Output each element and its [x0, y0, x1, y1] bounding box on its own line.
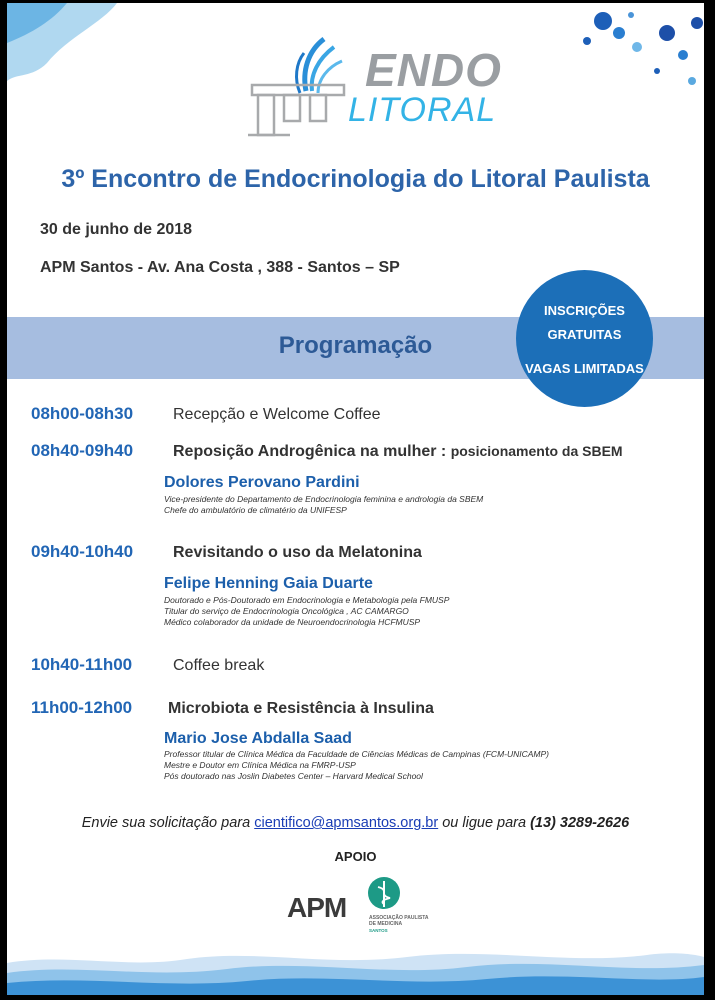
apm-name: [369, 915, 429, 927]
contact-line: [7, 815, 704, 831]
speaker-credentials: [164, 494, 483, 516]
schedule-title-suffix: posicionamento da SBEM: [450, 443, 623, 459]
credential-line: Doutorado e Pós-Doutorado em Endocrinologia e Metabologia pela FMUSP: [164, 595, 450, 605]
schedule-title: [173, 443, 623, 460]
schedule-time: 09h40-10h40: [31, 542, 134, 561]
schedule-item: [31, 698, 434, 718]
contact-middle: ou ligue para: [442, 815, 527, 831]
section-title: Programação: [278, 332, 433, 359]
credential-line: Professor titular de Clínica Médica da Faculdade de Ciências Médicas de Campinas (FCM-UNICAMP): [164, 749, 550, 759]
schedule-item: [31, 655, 264, 675]
credential-line: Médico colaborador da unidade de Neuroendocrinologia HCFMUSP: [164, 617, 421, 627]
credential-line: Vice-presidente do Departamento de Endocrinologia feminina e andrologia da SBEM: [164, 494, 484, 504]
support-label: APOIO: [334, 849, 377, 864]
credential-line: Mestre e Doutor em Clínica Médica na FMRP-USP: [164, 760, 356, 770]
badge-line-3: VAGAS LIMITADAS: [525, 361, 644, 376]
schedule-title-text: Reposição Androgênica na mulher :: [173, 443, 447, 460]
speaker-name: Felipe Henning Gaia Duarte: [164, 575, 373, 592]
badge-line-1: INSCRIÇÕES: [544, 303, 625, 318]
schedule-title: Revisitando o uso da Melatonina: [173, 544, 422, 561]
contact-prefix: Envie sua solicitação para: [81, 815, 251, 831]
schedule-item: [31, 404, 381, 424]
registration-badge: [516, 270, 653, 407]
logo-litoral-text: LITORAL: [348, 91, 497, 129]
schedule-title: Recepção e Welcome Coffee: [173, 406, 381, 423]
credential-line: Chefe do ambulatório de climatério da UNIFESP: [164, 505, 347, 515]
apm-name-line: ASSOCIAÇÃO PAULISTA: [369, 915, 429, 921]
logo-endo-text: ENDO: [365, 44, 502, 96]
apm-logo-text: APM: [287, 892, 347, 923]
speaker-credentials: [164, 595, 449, 628]
schedule-time: 08h40-09h40: [31, 441, 134, 460]
event-location: APM Santos - Av. Ana Costa , 388 - Santos – SP: [40, 259, 400, 276]
apm-name-line: DE MEDICINA: [369, 921, 403, 927]
schedule-time: 11h00-12h00: [31, 698, 133, 717]
badge-line-2: GRATUITAS: [547, 327, 622, 342]
schedule-time: 10h40-11h00: [31, 655, 133, 674]
contact-phone: (13) 3289-2626: [530, 815, 630, 831]
speaker-credentials: [164, 749, 549, 782]
event-title: 3º Encontro de Endocrinologia do Litoral Paulista: [61, 165, 650, 193]
schedule-item: [31, 441, 623, 461]
schedule-time: 08h00-08h30: [31, 404, 134, 423]
schedule-title: Coffee break: [173, 657, 265, 674]
event-date: 30 de junho de 2018: [40, 221, 193, 238]
speaker-name: Dolores Perovano Pardini: [164, 474, 360, 491]
contact-email-link[interactable]: cientifico@apmsantos.org.br: [254, 815, 439, 831]
flyer-page: [7, 3, 704, 995]
apm-city: SANTOS: [369, 928, 388, 933]
speaker-name: Mario Jose Abdalla Saad: [164, 730, 352, 747]
apm-caduceus-icon: [367, 873, 401, 913]
credential-line: Titular do serviço de Endocrinologia Oncológica , AC CAMARGO: [164, 606, 409, 616]
footer-waves-decoration: [7, 935, 704, 995]
schedule-title: Microbiota e Resistência à Insulina: [168, 700, 434, 717]
schedule-item: [31, 542, 422, 562]
credential-line: Pós doutorado nas Joslin Diabetes Center – Harvard Medical School: [164, 771, 423, 781]
logo-aqueduct-icon: [244, 33, 354, 141]
